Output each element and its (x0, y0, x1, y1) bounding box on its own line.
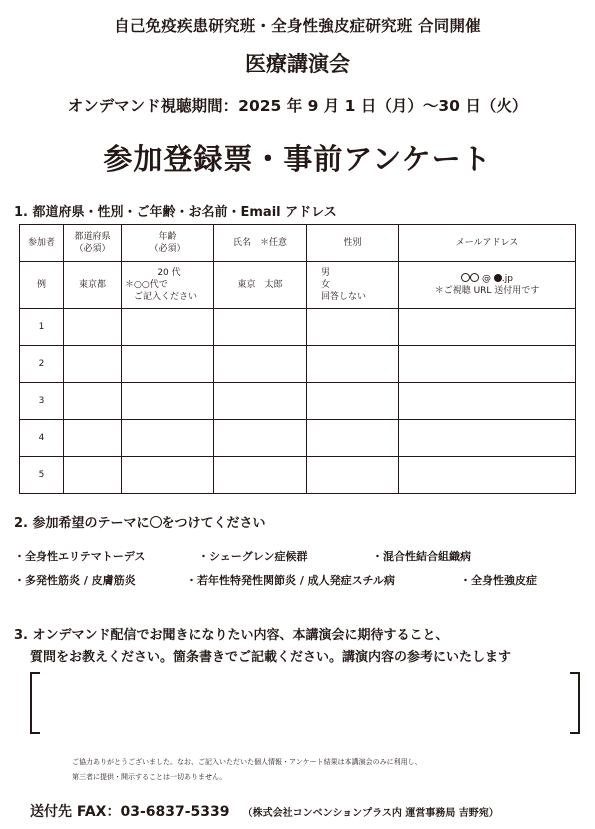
gender-input-cell[interactable] (307, 420, 399, 457)
col-prefecture (64, 225, 122, 262)
prefecture-input-cell[interactable] (64, 420, 122, 457)
row-number: 2 (20, 346, 64, 383)
age-input-cell[interactable] (122, 457, 214, 494)
example-email (399, 262, 576, 309)
prefecture-input-cell[interactable] (64, 457, 122, 494)
section2-title (14, 512, 266, 531)
example-age (122, 262, 214, 309)
col-prefecture-label: 都道府県 (74, 232, 111, 242)
section3-title-cont: 質問をお教えください。箇条書きでご記載ください。講演内容の参考にいたします (30, 650, 512, 665)
prefecture-input-cell[interactable] (64, 346, 122, 383)
email-input-cell[interactable] (399, 383, 576, 420)
theme-jia-stills[interactable]: ・若年性特発性関節炎 / 成人発症スチル病 (186, 574, 395, 587)
gender-input-cell[interactable] (307, 309, 399, 346)
table-row (20, 420, 576, 457)
example-label: 例 (20, 262, 64, 309)
col-name: 氏名 ＊任意 (214, 225, 307, 262)
event-title: 医療講演会 (245, 52, 350, 76)
fax-number: 送付先 FAX：03-6837-5339 (30, 804, 230, 820)
col-gender: 性別 (307, 225, 399, 262)
email-tld: .jp (501, 274, 513, 284)
example-gender (307, 262, 399, 309)
email-note: ＊ご視聴 URL 送付用です (434, 286, 540, 296)
age-input-cell[interactable] (122, 309, 214, 346)
table-row (20, 309, 576, 346)
section2-title-post: をつけてください (161, 516, 266, 531)
email-input-cell[interactable] (399, 346, 576, 383)
row-number: 1 (20, 309, 64, 346)
gender-input-cell[interactable] (307, 457, 399, 494)
answer-area[interactable] (42, 672, 568, 734)
row-number: 3 (20, 383, 64, 420)
row-number: 5 (20, 457, 64, 494)
example-age-hint2: ご記入ください (134, 292, 198, 302)
theme-sjogren[interactable]: ・シェーグレン症候群 (198, 550, 308, 563)
event-organizers: 自己免疫疾患研究班・全身性強皮症研究班 合同開催 (114, 17, 481, 35)
gender-input-cell[interactable] (307, 383, 399, 420)
circle-placeholder-icon (470, 273, 479, 282)
example-age-hint: ＊○○代で (125, 280, 168, 290)
name-input-cell[interactable] (214, 309, 307, 346)
section2-title-pre: 2. 参加希望のテーマに (14, 516, 150, 531)
name-input-cell[interactable] (214, 457, 307, 494)
example-row (20, 262, 576, 309)
age-input-cell[interactable] (122, 346, 214, 383)
age-input-cell[interactable] (122, 383, 214, 420)
section3-title: 3. オンデマンド配信でお聞きになりたい内容、本講演会に期待すること、 (14, 628, 449, 643)
table-row (20, 383, 576, 420)
col-age-label: 年齢 (158, 232, 177, 242)
viewing-period: オンデマンド視聴期間：2025 年 9 月 1 日（月）～30 日（火） (67, 97, 528, 115)
gender-option-none: 回答しない (321, 292, 367, 302)
email-input-cell[interactable] (399, 309, 576, 346)
answer-box-right-bracket (570, 672, 580, 734)
email-example (461, 274, 513, 284)
theme-sle[interactable]: ・全身性エリテマトーデス (14, 550, 146, 563)
privacy-note-cont: 第三者に提供・開示することは一切ありません。 (72, 773, 227, 781)
col-age-required: （必須） (149, 244, 186, 254)
col-age (122, 225, 214, 262)
registration-table (19, 224, 576, 494)
table-header-row (20, 225, 576, 262)
prefecture-input-cell[interactable] (64, 383, 122, 420)
email-input-cell[interactable] (399, 457, 576, 494)
row-number: 4 (20, 420, 64, 457)
email-at: @ (481, 274, 491, 284)
theme-mctd[interactable]: ・混合性結合組織病 (372, 550, 471, 563)
gender-input-cell[interactable] (307, 346, 399, 383)
footer (30, 801, 499, 821)
privacy-note: ご協力ありがとうございました。なお、ご記入いただいた個人情報・アンケート結果は本講演会のみに利用し、 (72, 758, 422, 766)
age-input-cell[interactable] (122, 420, 214, 457)
name-input-cell[interactable] (214, 420, 307, 457)
name-input-cell[interactable] (214, 383, 307, 420)
example-name: 東京 太郎 (214, 262, 307, 309)
table-row (20, 346, 576, 383)
example-age-value: 20 代 (157, 268, 181, 278)
col-prefecture-required: （必須） (74, 244, 111, 254)
theme-ssc[interactable]: ・全身性強皮症 (460, 574, 537, 587)
example-prefecture: 東京都 (64, 262, 122, 309)
col-participant: 参加者 (20, 225, 64, 262)
table-row (20, 457, 576, 494)
gender-option-male: 男 (321, 268, 331, 278)
theme-polymyositis[interactable]: ・多発性筋炎 / 皮膚筋炎 (14, 574, 136, 587)
circle-placeholder-icon (461, 273, 470, 282)
answer-box-left-bracket (30, 672, 40, 734)
name-input-cell[interactable] (214, 346, 307, 383)
form-title: 参加登録票・事前アンケート (103, 142, 492, 176)
organizer-office: （株式会社コンベンションプラス内 運営事務局 吉野宛） (242, 808, 499, 819)
circle-mark-icon (150, 516, 162, 528)
section1-title: 1. 都道府県・性別・ご年齢・お名前・Email アドレス (14, 205, 337, 220)
col-email: メールアドレス (399, 225, 576, 262)
email-input-cell[interactable] (399, 420, 576, 457)
black-dot-icon (494, 274, 502, 282)
gender-option-female: 女 (321, 280, 331, 290)
prefecture-input-cell[interactable] (64, 309, 122, 346)
